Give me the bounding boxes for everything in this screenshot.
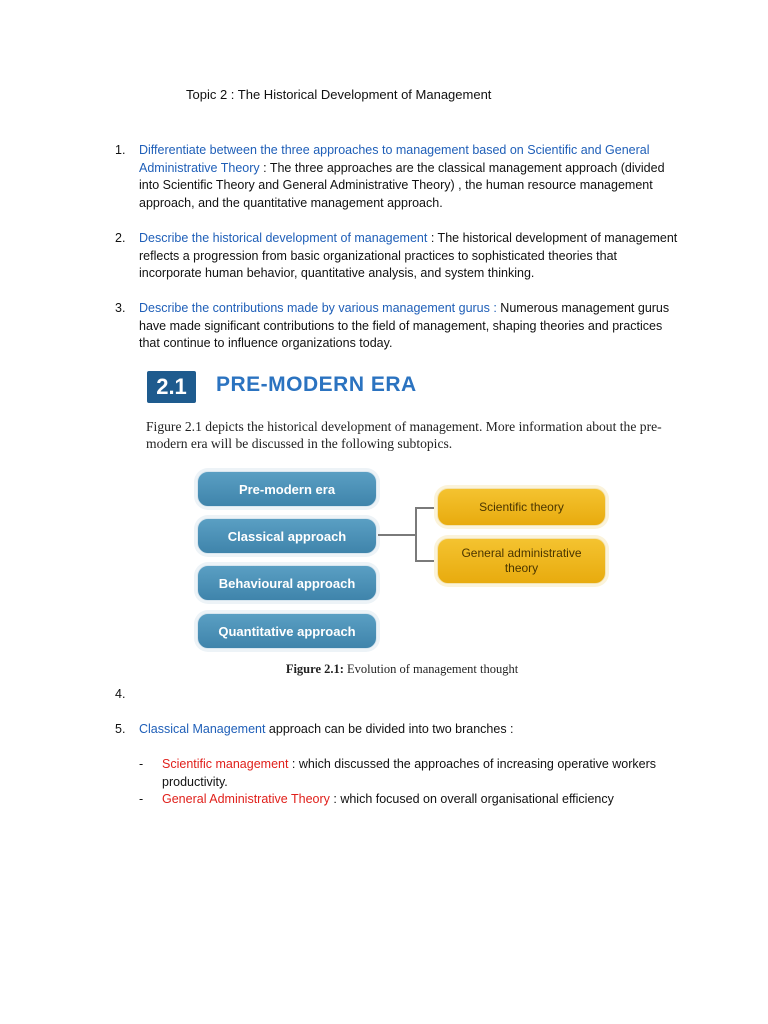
item-answer: : The three approaches are the classical management approach (divided into Scientific Theory and General Administrative Theory) , the human resource management approach, and the quantitative management approach. (139, 160, 665, 210)
caption-label: Figure 2.1: (285, 662, 344, 676)
bullet-term: General Administrative Theory (162, 792, 330, 806)
item-answer: : The historical development of management reflects a progression from basic organizational practices to sophisticated theories that incorporate human behavior, quantitative analysis, and system thinking. (139, 231, 678, 280)
box-quantitative-approach: Quantitative approach (197, 613, 377, 649)
list-item-5 (115, 721, 679, 739)
list-item-2 (115, 230, 679, 283)
section-number-badge: 2.1 (147, 371, 196, 403)
box-behavioural-approach: Behavioural approach (197, 565, 377, 601)
item-question: Describe the contributions made by various management gurus : (139, 301, 497, 315)
item-number: 4. (115, 687, 126, 701)
bullet-dash: - (139, 757, 144, 771)
box-general-administrative-theory: General administrative theory (437, 538, 606, 584)
item-number: 3. (115, 301, 126, 315)
item-answer: approach can be divided into two branches : (265, 722, 514, 736)
item-question: Differentiate between the three approaches to management based on Scientific and General Administrative Theory (139, 143, 650, 175)
bullet-dash: - (139, 792, 144, 806)
item-number: 2. (115, 231, 126, 245)
item-question: Describe the historical development of management (139, 231, 428, 245)
figure-caption (140, 662, 664, 677)
item-number: 5. (115, 722, 126, 736)
figure-pre-modern-era (140, 364, 670, 682)
list-item-1 (115, 142, 679, 212)
box-scientific-theory: Scientific theory (437, 488, 606, 526)
connector-horizontal (378, 534, 416, 536)
item-question: Classical Management (139, 722, 266, 736)
box-classical-approach: Classical approach (197, 518, 377, 554)
section-title: PRE-MODERN ERA (216, 373, 417, 396)
connector-to-scientific (415, 507, 437, 509)
bullet-text: : which focused on overall organisational efficiency (329, 792, 614, 806)
bullet-term: Scientific management (162, 757, 289, 771)
page-title: Topic 2 : The Historical Development of Management (186, 87, 492, 102)
box-pre-modern-era: Pre-modern era (197, 471, 377, 507)
figure-description: Figure 2.1 depicts the historical development of management. More information about the pre-modern era will be discussed in the following subtopics. (146, 419, 662, 451)
item-number: 1. (115, 143, 126, 157)
bullet-item-2 (139, 791, 682, 809)
connector-vertical (415, 507, 417, 562)
bullet-item-1 (139, 756, 682, 791)
bullet-text: : which discussed the approaches of increasing operative workers productivity. (162, 757, 657, 789)
list-item-3 (115, 300, 679, 353)
item-answer: Numerous management gurus have made significant contributions to the field of management, shaping theories and practices that continue to influence organizations today. (139, 301, 670, 350)
caption-text: Evolution of management thought (343, 662, 519, 676)
connector-to-general (415, 560, 437, 562)
